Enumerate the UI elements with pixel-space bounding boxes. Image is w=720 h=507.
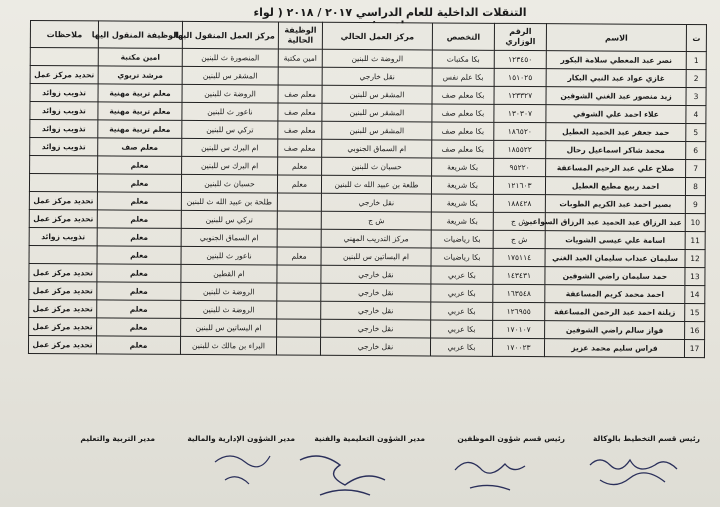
cell-cur-job: معلم صف	[278, 85, 322, 103]
cell-new-job: معلم	[97, 210, 181, 229]
header-seq: ت	[686, 25, 706, 52]
cell-spec: بكا عربي	[430, 338, 492, 356]
cell-id: ش ج	[493, 230, 545, 248]
cell-notes: تحديد مركز عمل	[29, 209, 97, 227]
cell-notes: تحديد مركز عمل	[29, 191, 97, 209]
cell-cur-work: الروضة ث للبنين	[322, 49, 432, 68]
transfers-table	[28, 20, 707, 358]
cell-id: ١٨٦٥٢٠	[494, 122, 546, 140]
cell-cur-work: المشقر س للبنين	[322, 121, 432, 140]
cell-cur-work: نقل خارجي	[320, 337, 430, 356]
cell-seq: 5	[686, 124, 706, 142]
cell-new-job: معلم	[97, 264, 181, 283]
cell-new-work: ام القطين	[181, 264, 277, 283]
cell-new-job: امين مكتبة	[98, 48, 182, 67]
cell-cur-work: مركز التدريب المهني	[321, 229, 431, 248]
cell-new-work: ام البساتين س للبنين	[181, 318, 277, 337]
cell-new-work: الروضة ث للبنين	[181, 300, 277, 319]
cell-cur-job	[276, 337, 320, 355]
cell-new-job: معلم تربية مهنية	[98, 102, 182, 121]
cell-new-job: معلم تربية مهنية	[98, 120, 182, 139]
header-new-work: مركز العمل المنقول اليها	[182, 21, 278, 49]
cell-id: ١٨٨٤٢٨	[493, 194, 545, 212]
cell-name: احمد محمد كريم المساعفة	[545, 285, 685, 304]
cell-cur-job: معلم	[278, 157, 322, 175]
cell-notes: تحديد مركز عمل	[30, 66, 98, 84]
cell-id: ١٢٣٤٥٠	[494, 50, 546, 68]
cell-cur-job: امين مكتبة	[278, 49, 322, 67]
cell-seq: 17	[684, 340, 704, 358]
cell-name: حمد سليمان راضي الشوفين	[545, 267, 685, 286]
cell-cur-work: حسبان ث للبنين	[322, 157, 432, 176]
cell-notes	[29, 245, 97, 263]
cell-new-job: معلم صف	[98, 138, 182, 157]
cell-id: ١٧٥١١٤	[493, 248, 545, 266]
signature-scribble-personnel	[455, 462, 525, 490]
cell-name: فواز سالم راضي الشوفين	[545, 321, 685, 340]
cell-name: علاء احمد علي الشوفي	[546, 105, 686, 124]
table-header-row	[30, 21, 706, 52]
cell-notes: تذويب زوائد	[30, 138, 98, 156]
document-title: التنقلات الداخلية للعام الدراسي ٢٠١٧ / ٢٠١٨ ( لواء	[253, 6, 527, 19]
cell-seq: 4	[686, 106, 706, 124]
cell-seq: 16	[685, 322, 705, 340]
cell-new-work: المشقر س للبنين	[182, 66, 278, 85]
cell-new-work: حسبان ث للبنين	[181, 174, 277, 193]
cell-new-work: تركي س للبنين	[182, 120, 278, 139]
cell-id: ١٢٣٣٢٧	[494, 86, 546, 104]
cell-notes: تذويب زوائد	[30, 84, 98, 102]
cell-new-work: ام البرك س للبنين	[182, 156, 278, 175]
header-name: الاسم	[546, 24, 686, 52]
signature-admin: مدير الشؤون الإدارية والمالية	[187, 434, 295, 443]
cell-cur-work: ام السماق الجنوبي	[322, 139, 432, 158]
cell-notes: تذويب زوائد	[30, 102, 98, 120]
cell-id: ١٧٠١٠٧	[493, 320, 545, 338]
handwritten-signatures	[0, 440, 720, 507]
cell-cur-job	[277, 283, 321, 301]
cell-cur-work: نقل خارجي	[321, 283, 431, 302]
cell-seq: 8	[685, 178, 705, 196]
table-row	[28, 335, 704, 357]
signature-educational: مدير الشؤون التعليمية والفنية	[314, 434, 425, 443]
cell-seq: 12	[685, 250, 705, 268]
cell-new-work: البراء بن مالك ث للبنين	[180, 336, 276, 355]
cell-new-job: معلم	[96, 336, 180, 355]
cell-new-work: ناعور ث للبنين	[181, 246, 277, 265]
cell-name: فراس سليم محمد عزيز	[544, 339, 684, 358]
cell-new-job: معلم	[97, 228, 181, 247]
cell-cur-job: معلم صف	[278, 139, 322, 157]
cell-cur-work: طلعة بن عبيد الله ث للبنين	[321, 175, 431, 194]
cell-seq: 14	[685, 286, 705, 304]
cell-cur-work: نقل خارجي	[321, 265, 431, 284]
cell-spec: بكا علم نفس	[432, 68, 494, 86]
cell-spec: بكا معلم صف	[432, 140, 494, 158]
cell-new-job: معلم	[97, 246, 181, 265]
cell-spec: بكا عربي	[431, 302, 493, 320]
cell-cur-job	[277, 319, 321, 337]
cell-name: زيد منصور عبد الغني الشوفين	[546, 87, 686, 106]
cell-spec: بكا عربي	[431, 284, 493, 302]
cell-id: ١٥١٠٢٥	[494, 68, 546, 86]
cell-seq: 11	[685, 232, 705, 250]
cell-spec: بكا مكتبات	[432, 50, 494, 68]
cell-new-job: معلم	[98, 156, 182, 175]
cell-cur-job	[277, 229, 321, 247]
cell-cur-job: معلم صف	[278, 103, 322, 121]
cell-new-work: طلحة بن عبيد الله ث للبنين	[181, 192, 277, 211]
signature-planning: رئيس قسم التخطيط بالوكالة	[593, 434, 700, 443]
cell-new-job: معلم	[97, 300, 181, 319]
cell-cur-work: ش ج	[321, 211, 431, 230]
cell-id: ١٧٠٠٢٣	[492, 338, 544, 356]
signature-scribble-admin	[215, 456, 270, 484]
cell-cur-job: معلم	[277, 247, 321, 265]
cell-name: اسامة علي عيسى الشويات	[545, 231, 685, 250]
cell-name: غازي عواد عبد النبي البكار	[546, 69, 686, 88]
cell-seq: 9	[685, 196, 705, 214]
cell-notes: تحديد مركز عمل	[29, 263, 97, 281]
cell-new-job: معلم	[97, 282, 181, 301]
cell-cur-job: معلم	[277, 175, 321, 193]
cell-spec: بكا معلم صف	[432, 104, 494, 122]
cell-cur-job	[277, 193, 321, 211]
cell-name: عبد الرزاق عبد الحميد عبد الرزاق السواعير	[545, 213, 685, 232]
header-new-job: الوظيفة المنقول اليها	[98, 21, 182, 49]
cell-spec: بكا عربي	[431, 266, 493, 284]
cell-cur-work: نقل خارجي	[321, 193, 431, 212]
cell-cur-work: المشقر س للبنين	[322, 103, 432, 122]
cell-notes	[30, 48, 98, 66]
header-current-job: الوظيفة الحالية	[278, 22, 322, 49]
cell-name: بصير احمد عبد الكريم الطوبات	[545, 195, 685, 214]
cell-name: نصر عبد المعطي سلامة البكور	[546, 51, 686, 70]
cell-notes: تحديد مركز عمل	[29, 299, 97, 317]
cell-spec: بكا معلم صف	[432, 86, 494, 104]
cell-notes	[30, 156, 98, 174]
cell-id: ١٣٠٣٠٧	[494, 104, 546, 122]
cell-new-job: مرشد تربوي	[98, 66, 182, 85]
cell-seq: 6	[686, 142, 706, 160]
cell-seq: 10	[685, 214, 705, 232]
cell-spec: بكا رياضيات	[431, 248, 493, 266]
cell-id: ٩٥٢٢٠	[494, 158, 546, 176]
header-notes: ملاحظات	[30, 21, 98, 48]
cell-seq: 15	[685, 304, 705, 322]
cell-notes	[29, 174, 97, 192]
cell-name: محمد شاكر اسماعيل رحال	[546, 141, 686, 160]
cell-seq: 1	[686, 52, 706, 70]
cell-new-work: المنصورة ث للبنين	[182, 48, 278, 67]
cell-notes: تذويب زوائد	[29, 227, 97, 245]
cell-notes: تحديد مركز عمل	[28, 335, 96, 353]
cell-name: زيلنة احمد عبد الرحمن المساعفة	[545, 303, 685, 322]
cell-id: ١٤٣٤٣١	[493, 266, 545, 284]
header-national-id: الرقم الوزاري	[494, 23, 546, 50]
cell-spec: بكا رياضيات	[431, 230, 493, 248]
cell-spec: بكا معلم صف	[432, 122, 494, 140]
cell-cur-job	[277, 301, 321, 319]
cell-id: ١٢١٦٠٣	[493, 176, 545, 194]
table-body	[28, 48, 706, 358]
cell-notes: تحديد مركز عمل	[29, 281, 97, 299]
cell-name: احمد ربيع مطيع العطيل	[545, 177, 685, 196]
cell-cur-work: نقل خارجي	[322, 67, 432, 86]
cell-spec: بكا شريعة	[431, 212, 493, 230]
signature-scribble-educational	[300, 456, 385, 495]
cell-cur-job	[277, 211, 321, 229]
signature-director: مدير التربية والتعليم	[80, 434, 155, 443]
cell-new-work: تركي س للبنين	[181, 210, 277, 229]
cell-new-work: ام البرك س للبنين	[182, 138, 278, 157]
cell-cur-work: نقل خارجي	[321, 301, 431, 320]
cell-new-job: معلم تربية مهنية	[98, 84, 182, 103]
cell-name: سليمان عبداب سليمان العبد الغني	[545, 249, 685, 268]
cell-new-job: معلم	[97, 174, 181, 193]
cell-id: ١٦٣٥٤٨	[493, 284, 545, 302]
signature-personnel: رئيس قسم شؤون الموظفين	[457, 434, 565, 443]
cell-name: صلاح علي عبد الرحيم المساعفة	[546, 159, 686, 178]
cell-seq: 7	[686, 160, 706, 178]
cell-id: ١٨٥٥٢٢	[494, 140, 546, 158]
cell-new-job: معلم	[97, 318, 181, 337]
cell-seq: 2	[686, 70, 706, 88]
cell-new-job: معلم	[97, 192, 181, 211]
cell-cur-job	[278, 67, 322, 85]
cell-new-work: ام السماق الجنوبي	[181, 228, 277, 247]
cell-cur-work: المشقر س للبنين	[322, 85, 432, 104]
cell-cur-job	[277, 265, 321, 283]
cell-new-work: الروضة ث للبنين	[181, 282, 277, 301]
cell-id: ١٢٦٩٥٥	[493, 302, 545, 320]
cell-seq: 13	[685, 268, 705, 286]
signature-scribble-planning	[590, 460, 677, 485]
cell-new-work: الروضة ث للبنين	[182, 84, 278, 103]
cell-notes: تحديد مركز عمل	[29, 317, 97, 335]
header-specialty: التخصص	[432, 23, 494, 50]
cell-id: ش ج	[493, 212, 545, 230]
cell-spec: بكا شريعة	[431, 194, 493, 212]
cell-seq: 3	[686, 88, 706, 106]
cell-spec: بكا عربي	[431, 320, 493, 338]
cell-spec: بكا شريعة	[432, 158, 494, 176]
cell-cur-job: معلم صف	[278, 121, 322, 139]
cell-notes: تذويب زوائد	[30, 120, 98, 138]
cell-name: حمد جعفر عبد الحميد العطيل	[546, 123, 686, 142]
cell-spec: بكا شريعة	[431, 176, 493, 194]
cell-new-work: ناعور ث للبنين	[182, 102, 278, 121]
cell-cur-work: ام البساتين س للبنين	[321, 247, 431, 266]
header-current-work: مركز العمل الحالي	[322, 22, 432, 50]
cell-cur-work: نقل خارجي	[321, 319, 431, 338]
